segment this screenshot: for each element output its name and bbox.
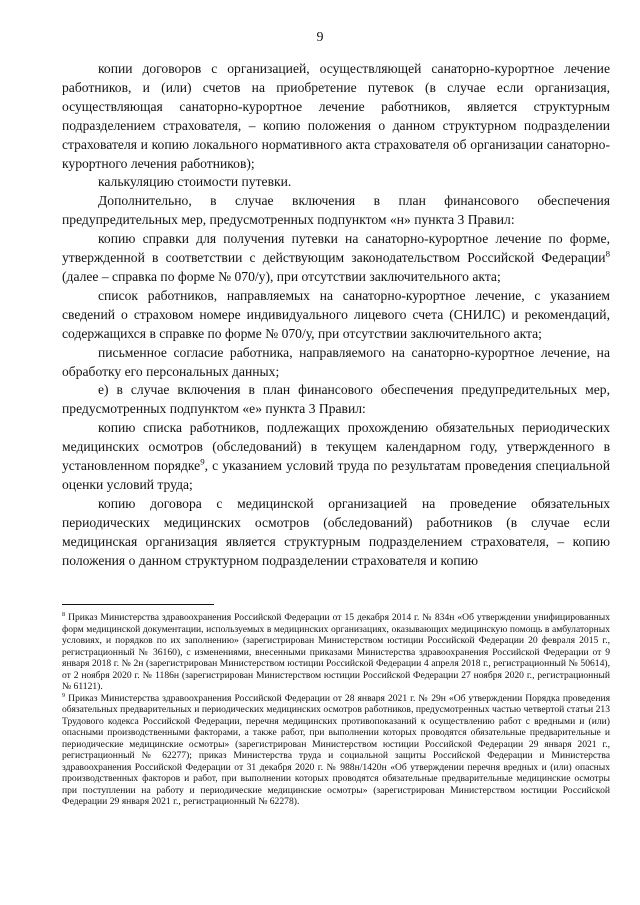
paragraph-written-consent: письменное согласие работника, направляемого на санаторно-курортное лечение, на обработку его персональных данных; [62,344,610,379]
paragraph-subpoint-n-intro: Дополнительно, в случае включения в план финансового обеспечения предупредительных мер, предусмотренных подпунктом «н» пункта 3 Правил: [62,193,610,228]
paragraph-voucher-cost: калькуляцию стоимости путевки. [98,174,292,190]
footnote-ref-8: 8 [605,248,610,259]
paragraph-text: копию списка работников, подлежащих прохождению обязательных периодических медицинских осмотров (обследований) в текущем календарном году, утвержденного в установленном порядке [62,420,610,474]
footnote-divider [62,604,214,605]
footnote-ref-9: 9 [200,456,205,467]
footnote-marker: 8 [62,610,66,618]
paragraph-text: копию справки для получения путевки на санаторно-курортное лечение по форме, утвержденной в соответствии с действующим законодательством Российской Федерации [62,231,610,266]
paragraph-text: , с указанием условий труда по результатам проведения специальной оценки условий труда; [62,458,610,492]
body-text [62,60,610,570]
footnote-9 [62,693,610,808]
paragraph-employee-list: список работников, направляемых на санаторно-курортное лечение, с указанием сведений о страховом номере индивидуального лицевого счета (СНИЛС) и рекомендаций, содержащихся в справке по форме № 070/у, при отсутствии заключительного акта; [62,287,610,341]
footnotes [62,612,610,808]
footnote-marker: 9 [62,691,66,699]
paragraph-subpoint-e-intro: е) в случае включения в план финансового обеспечения предупредительных мер, предусмотренных подпунктом «е» пункта 3 Правил: [62,382,610,417]
footnote-text: Приказ Министерства здравоохранения Российской Федерации от 28 января 2021 г. № 29н «Об утверждении Порядка проведения обязательных предварительных и периодических медицинских осмотров работников, предусмотренных частью четвертой статьи 213 Трудового кодекса Российской Федерации, перечня медицинских противопоказаний к осуществлению работ с вредными и (или) опасными производственными факторами, а также работ, при выполнении которых проводятся обязательные предварительные и периодические медицинские осмотры» (зарегистрирован Министерством юстиции Российской Федерации 29 января 2021 г., регистрационный № 62277); приказ Министерства труда и социальной защиты Российской Федерации и Министерства здравоохранения Российской Федерации от 31 декабря 2020 г. № 988н/1420н «Об утверждении перечня вредных и (или) опасных производственных факторов и работ, при выполнении которых проводятся обязательные предварительные медицинские осмотры при поступлении на работу и периодические медицинские осмотры» (зарегистрирован Министерством юстиции Российской Федерации 29 января 2021 г., регистрационный № 62278). [62,692,610,807]
footnote-text: Приказ Министерства здравоохранения Российской Федерации от 15 декабря 2014 г. № 834н «Об утверждении унифицированных форм медицинской документации, используемых в медицинских организациях, оказывающих медицинскую помощь в амбулаторных условиях, и порядков по их заполнению» (зарегистрирован Министерством юстиции Российской Федерации 20 февраля 2015 г., регистрационный № 36160), с изменениями, внесенными приказами Министерства здравоохранения Российской Федерации от 9 января 2018 г. № 2н (зарегистрирован Министерством юстиции Российской Федерации 4 апреля 2018 г., регистрационный № 50614), от 2 ноября 2020 г. № 1186н (зарегистрирован Министерством юстиции Российской Федерации 27 ноября 2020 г., регистрационный № 61121). [62,612,610,692]
paragraph-certificate-copy [62,230,610,287]
paragraph-medical-contract: копию договора с медицинской организацией на проведение обязательных периодических медицинских осмотров (обследований) работников (в случае если медицинская организация является структурным подразделением страхователя, – копию положения о данном структурном подразделении страхователя и копию [62,495,610,568]
page-number: 9 [316,30,324,45]
paragraph-medical-exam-list [62,419,610,495]
paragraph-text: (далее – справка по форме № 070/у), при отсутствии заключительного акта; [62,268,501,284]
paragraph-contract-copies: копии договоров с организацией, осуществляющей санаторно-курортное лечение работников, и (или) счетов на приобретение путевок (в случае если организация, осуществляющая санаторно-курортное лечение работников, является структурным подразделением страхователя, – копию положения о данном структурном подразделении страхователя и копию локального нормативного акта страхователя об организации санаторно-курортного лечения работников); [62,61,610,171]
footnote-8 [62,612,610,693]
